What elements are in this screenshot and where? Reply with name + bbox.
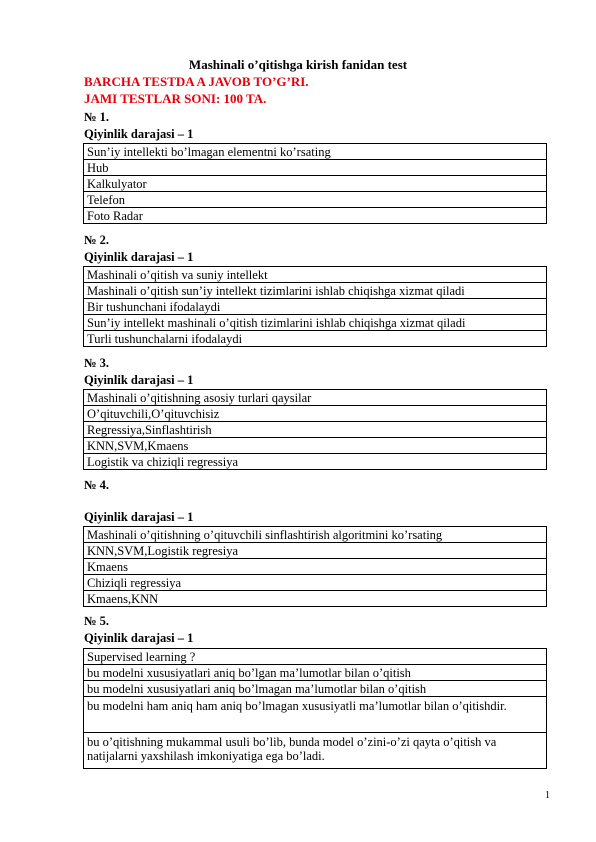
difficulty-label: Qiyinlik darajasi – 1: [84, 631, 194, 645]
answer-option-c: bu modelni ham aniq ham aniq bo’lmagan xususiyatli ma’lumotlar bilan o’qitishdir.: [84, 697, 547, 733]
question-text: Mashinali o’qitishning o’qituvchili sinflashtirish algoritmini ko’rsating: [84, 527, 547, 543]
question-text: Sun’iy intellekti bo’lmagan elementni ko’rsating: [84, 144, 547, 160]
answer-option-d: bu o’qitishning mukammal usuli bo’lib, bunda model o’zini-o’zi qayta o’qitish va natijalarni yaxshilash imkoniyatiga ega bo’ladi.: [84, 733, 547, 769]
question-table: [83, 266, 547, 347]
question-text: Mashinali o’qitish va suniy intellekt: [84, 267, 547, 283]
question-number: № 5.: [84, 614, 110, 628]
difficulty-label: Qiyinlik darajasi – 1: [84, 250, 194, 264]
answer-option-a: O’qituvchili,O’qituvchisiz: [84, 406, 547, 422]
question-number: № 2.: [84, 233, 110, 247]
answer-option-b: bu modelni xususiyatlari aniq bo’lmagan ma’lumotlar bilan o’qitish: [84, 681, 547, 697]
answer-option-b: Kmaens: [84, 559, 547, 575]
answer-option-b: Regressiya,Sinflashtirish: [84, 422, 547, 438]
answer-option-c: Chiziqli regressiya: [84, 575, 547, 591]
answer-option-d: Foto Radar: [84, 208, 547, 224]
answer-option-d: Logistik va chiziqli regressiya: [84, 454, 547, 470]
answer-option-c: Sun’iy intellekt mashinali o’qitish tizimlarini ishlab chiqishga xizmat qiladi: [84, 315, 547, 331]
difficulty-label: Qiyinlik darajasi – 1: [84, 127, 194, 141]
answer-option-b: Bir tushunchani ifodalaydi: [84, 299, 547, 315]
answer-option-c: KNN,SVM,Kmaens: [84, 438, 547, 454]
question-table: [83, 389, 547, 470]
difficulty-label: Qiyinlik darajasi – 1: [84, 373, 194, 387]
answer-option-b: Kalkulyator: [84, 176, 547, 192]
test-count-notice: JAMI TESTLAR SONI: 100 TA.: [84, 91, 267, 106]
answer-option-d: Kmaens,KNN: [84, 591, 547, 607]
question-table: [83, 648, 547, 769]
question-table: [83, 143, 547, 224]
question-number: № 1.: [84, 110, 110, 124]
answer-option-a: KNN,SVM,Logistik regresiya: [84, 543, 547, 559]
answer-notice: BARCHA TESTDA A JAVOB TO’G’RI.: [84, 74, 309, 89]
question-text: Mashinali o’qitishning asosiy turlari qaysilar: [84, 390, 547, 406]
question-number: № 3.: [84, 356, 110, 370]
document-title: Mashinali o’qitishga kirish fanidan test: [188, 57, 408, 72]
answer-option-a: bu modelni xususiyatlari aniq bo’lgan ma’lumotlar bilan o’qitish: [84, 665, 547, 681]
answer-option-a: Mashinali o’qitish sun’iy intellekt tizimlarini ishlab chiqishga xizmat qiladi: [84, 283, 547, 299]
answer-option-c: Telefon: [84, 192, 547, 208]
question-table: [83, 526, 547, 607]
page-number: 1: [545, 790, 550, 801]
answer-option-a: Hub: [84, 160, 547, 176]
difficulty-label: Qiyinlik darajasi – 1: [84, 510, 194, 524]
question-text: Supervised learning ?: [84, 649, 547, 665]
answer-option-d: Turli tushunchalarni ifodalaydi: [84, 331, 547, 347]
question-number: № 4.: [84, 478, 110, 492]
